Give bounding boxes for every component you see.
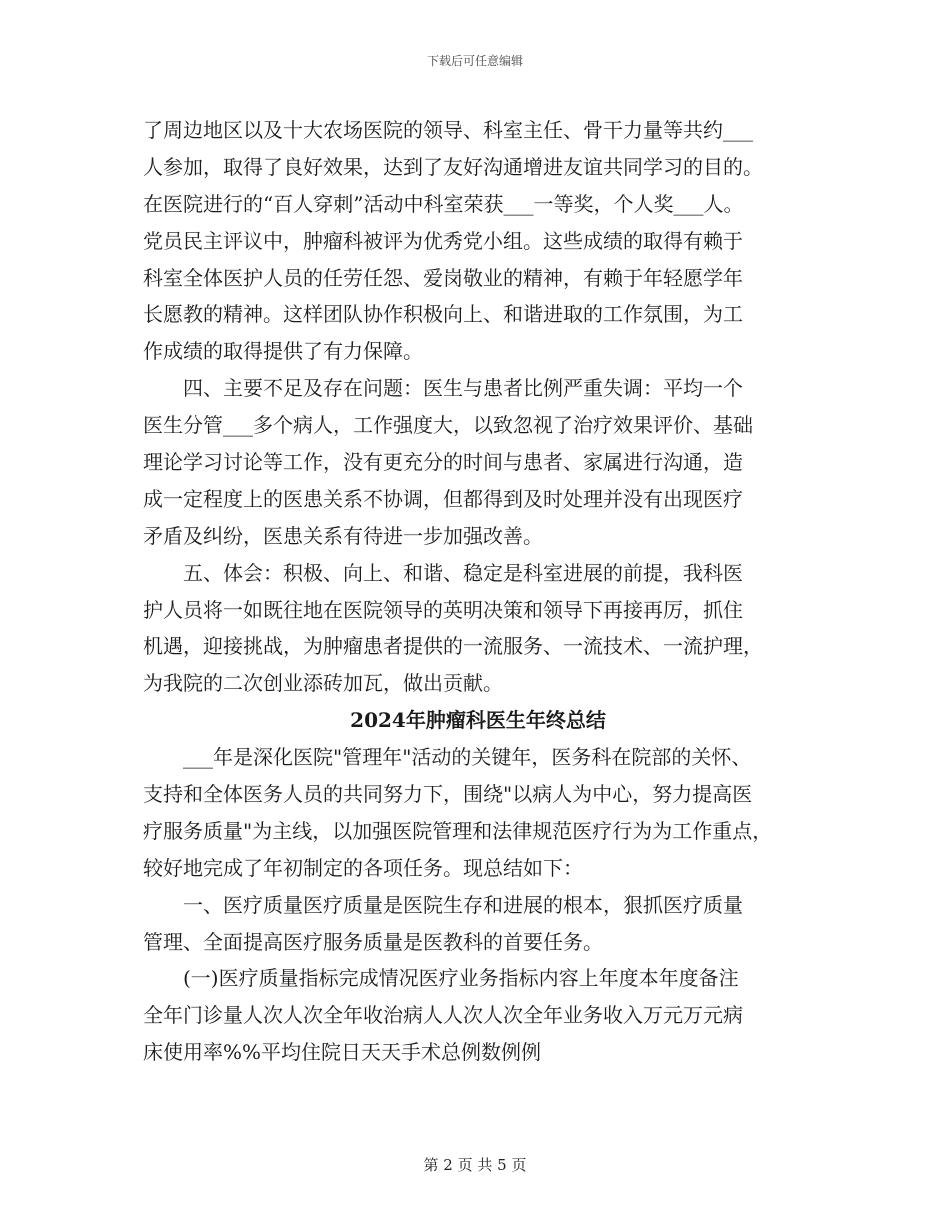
body-line: 人参加，取得了良好效果，达到了友好沟通增进友谊共同学习的目的。 xyxy=(143,154,763,179)
body-line: 支持和全体医务人员的共同努力下，围绕"以病人为中心，努力提高医 xyxy=(143,782,753,807)
body-line: 党员民主评议中，肿瘤科被评为优秀党小组。这些成绩的取得有赖于 xyxy=(143,228,743,253)
body-line: 全年门诊量人次人次全年收治病人人次人次全年业务收入万元万元病 xyxy=(143,1003,743,1028)
body-line: 疗服务质量"为主线，以加强医院管理和法律规范医疗行为为工作重点， xyxy=(143,818,773,843)
document-body xyxy=(143,112,813,1071)
body-line: (一)医疗质量指标完成情况医疗业务指标内容上年度本年度备注 xyxy=(143,966,739,991)
page-footer: 第 2 页 共 5 页 xyxy=(423,1156,527,1174)
section-title: 2024年肿瘤科医生年终总结 xyxy=(350,708,606,733)
body-line: ___年是深化医院"管理年"活动的关键年，医务科在院部的关怀、 xyxy=(143,745,752,770)
body-line: 护人员将一如既往地在医院领导的英明决策和领导下再接再厉，抓住 xyxy=(143,597,743,622)
body-line: 长愿教的精神。这样团队协作积极向上、和谐进取的工作氛围，为工 xyxy=(143,302,743,327)
body-line: 五、体会：积极、向上、和谐、稳定是科室进展的前提，我科医 xyxy=(143,560,743,585)
body-line: 理论学习讨论等工作，没有更充分的时间与患者、家属进行沟通，造 xyxy=(143,450,743,475)
body-line: 科室全体医护人员的任劳任怨、爱岗敬业的精神，有赖于年轻愿学年 xyxy=(143,265,743,290)
body-line: 为我院的二次创业添砖加瓦，做出贡献。 xyxy=(143,671,503,696)
body-line: 一、医疗质量医疗质量是医院生存和进展的根本，狠抓医疗质量 xyxy=(143,892,743,917)
body-line: 四、主要不足及存在问题：医生与患者比例严重失调：平均一个 xyxy=(143,376,743,401)
body-line: 床使用率%%平均住院日天天手术总例数例例 xyxy=(143,1040,542,1065)
body-line: 成一定程度上的医患关系不协调，但都得到及时处理并没有出现医疗 xyxy=(143,486,743,511)
body-line: 了周边地区以及十大农场医院的领导、科室主任、骨干力量等共约___ xyxy=(143,118,753,142)
page-header: 下载后可任意编辑 xyxy=(426,54,523,68)
body-line: 较好地完成了年初制定的各项任务。现总结如下： xyxy=(143,855,583,880)
body-line: 作成绩的取得提供了有力保障。 xyxy=(143,339,423,364)
body-line: 医生分管___多个病人，工作强度大，以致忽视了治疗效果评价、基础 xyxy=(143,413,753,438)
body-line: 在医院进行的“百人穿刺”活动中科室荣获___一等奖，个人奖___人。 xyxy=(143,191,744,216)
body-line: 矛盾及纠纷，医患关系有待进一步加强改善。 xyxy=(143,523,543,548)
body-line: 机遇，迎接挑战，为肿瘤患者提供的一流服务、一流技术、一流护理， xyxy=(143,634,763,659)
body-line: 管理、全面提高医疗服务质量是医教科的首要任务。 xyxy=(143,929,603,954)
